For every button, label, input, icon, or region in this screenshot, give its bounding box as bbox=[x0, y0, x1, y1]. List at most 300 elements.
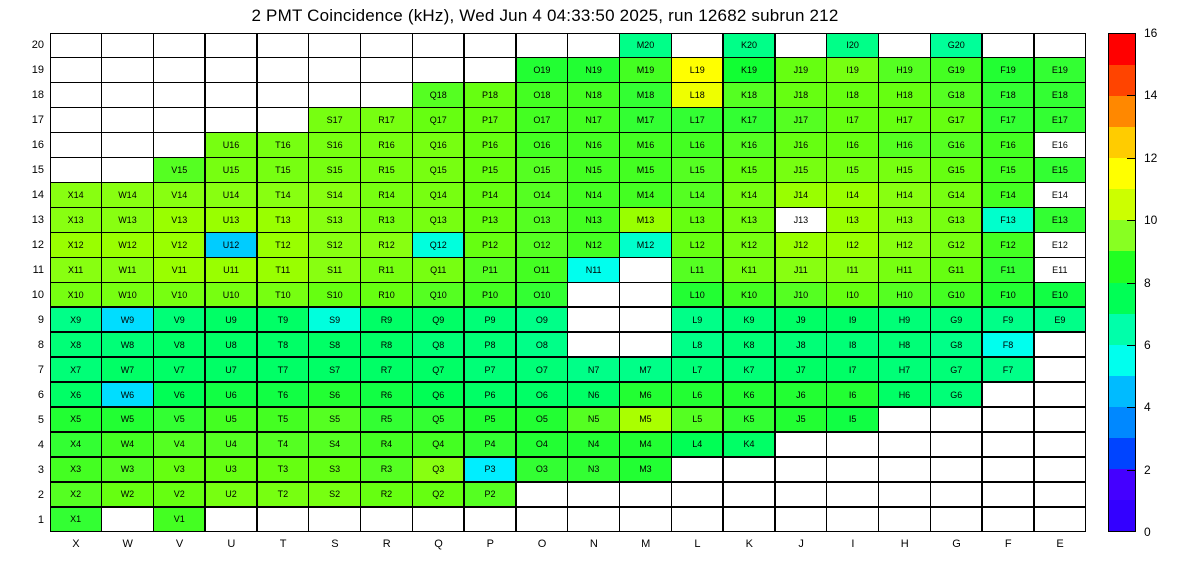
heatmap-cell[interactable]: L5 bbox=[671, 407, 723, 432]
heatmap-cell[interactable]: U10 bbox=[205, 282, 257, 307]
heatmap-cell[interactable]: Q7 bbox=[412, 357, 464, 382]
heatmap-cell[interactable]: V10 bbox=[153, 282, 205, 307]
heatmap-cell[interactable]: M7 bbox=[619, 357, 671, 382]
heatmap-cell[interactable]: V8 bbox=[153, 332, 205, 357]
heatmap-cell[interactable]: I19 bbox=[826, 57, 878, 82]
heatmap-cell[interactable]: U12 bbox=[205, 232, 257, 257]
heatmap-cell[interactable]: U14 bbox=[205, 182, 257, 207]
heatmap-cell[interactable]: G13 bbox=[930, 207, 982, 232]
heatmap-cell[interactable]: E17 bbox=[1034, 107, 1086, 132]
heatmap-cell[interactable]: X10 bbox=[50, 282, 102, 307]
heatmap-cell[interactable]: S12 bbox=[308, 232, 360, 257]
heatmap-cell[interactable]: K4 bbox=[723, 432, 775, 457]
heatmap-cell[interactable]: O13 bbox=[516, 207, 568, 232]
heatmap-cell[interactable]: U16 bbox=[205, 132, 257, 157]
heatmap-cell[interactable]: I5 bbox=[826, 407, 878, 432]
heatmap-cell[interactable]: N3 bbox=[567, 457, 619, 482]
heatmap-cell[interactable]: K9 bbox=[723, 307, 775, 332]
heatmap-cell[interactable]: X13 bbox=[50, 207, 102, 232]
heatmap-cell[interactable]: J13 bbox=[775, 207, 827, 232]
heatmap-cell[interactable]: L14 bbox=[671, 182, 723, 207]
heatmap-cell[interactable]: S15 bbox=[308, 157, 360, 182]
heatmap-cell[interactable]: P6 bbox=[464, 382, 516, 407]
heatmap-cell[interactable]: M19 bbox=[619, 57, 671, 82]
heatmap-cell[interactable]: R5 bbox=[360, 407, 412, 432]
heatmap-cell[interactable]: M4 bbox=[619, 432, 671, 457]
heatmap-cell[interactable]: I6 bbox=[826, 382, 878, 407]
heatmap-cell[interactable]: Q2 bbox=[412, 482, 464, 507]
heatmap-cell[interactable]: K8 bbox=[723, 332, 775, 357]
heatmap-cell[interactable]: U9 bbox=[205, 307, 257, 332]
heatmap-cell[interactable]: I20 bbox=[826, 33, 878, 58]
heatmap-cell[interactable]: J9 bbox=[775, 307, 827, 332]
heatmap-cell[interactable]: H12 bbox=[878, 232, 930, 257]
heatmap-cell[interactable]: J16 bbox=[775, 132, 827, 157]
heatmap-cell[interactable]: K11 bbox=[723, 257, 775, 282]
heatmap-cell[interactable]: F16 bbox=[982, 132, 1034, 157]
heatmap-cell[interactable]: U4 bbox=[205, 432, 257, 457]
heatmap-cell[interactable]: X12 bbox=[50, 232, 102, 257]
heatmap-cell[interactable]: K6 bbox=[723, 382, 775, 407]
heatmap-cell[interactable]: G12 bbox=[930, 232, 982, 257]
heatmap-cell[interactable]: O18 bbox=[516, 82, 568, 107]
heatmap-cell[interactable]: P18 bbox=[464, 82, 516, 107]
heatmap-cell[interactable]: N5 bbox=[567, 407, 619, 432]
heatmap-cell[interactable]: R17 bbox=[360, 107, 412, 132]
heatmap-cell[interactable]: M5 bbox=[619, 407, 671, 432]
heatmap-cell[interactable]: O19 bbox=[516, 57, 568, 82]
heatmap-cell[interactable]: M6 bbox=[619, 382, 671, 407]
heatmap-cell[interactable]: H10 bbox=[878, 282, 930, 307]
heatmap-cell[interactable]: T7 bbox=[257, 357, 309, 382]
heatmap-cell[interactable]: W14 bbox=[101, 182, 153, 207]
heatmap-cell[interactable]: O3 bbox=[516, 457, 568, 482]
heatmap-cell[interactable]: O12 bbox=[516, 232, 568, 257]
heatmap-cell[interactable]: Q16 bbox=[412, 132, 464, 157]
heatmap-cell[interactable]: Q18 bbox=[412, 82, 464, 107]
heatmap-cell[interactable]: P9 bbox=[464, 307, 516, 332]
heatmap-cell[interactable]: V4 bbox=[153, 432, 205, 457]
heatmap-cell[interactable]: K16 bbox=[723, 132, 775, 157]
heatmap-cell[interactable]: W9 bbox=[101, 307, 153, 332]
heatmap-cell[interactable]: H7 bbox=[878, 357, 930, 382]
heatmap-cell[interactable]: X6 bbox=[50, 382, 102, 407]
heatmap-cell[interactable]: R12 bbox=[360, 232, 412, 257]
heatmap-cell[interactable]: Q14 bbox=[412, 182, 464, 207]
heatmap-cell[interactable]: M14 bbox=[619, 182, 671, 207]
heatmap-cell[interactable]: T8 bbox=[257, 332, 309, 357]
heatmap-cell[interactable]: X8 bbox=[50, 332, 102, 357]
heatmap-cell[interactable]: P13 bbox=[464, 207, 516, 232]
heatmap-cell[interactable]: Q15 bbox=[412, 157, 464, 182]
heatmap-cell[interactable]: H14 bbox=[878, 182, 930, 207]
heatmap-cell[interactable]: F12 bbox=[982, 232, 1034, 257]
heatmap-cell[interactable]: X9 bbox=[50, 307, 102, 332]
heatmap-cell[interactable]: W10 bbox=[101, 282, 153, 307]
heatmap-cell[interactable]: L9 bbox=[671, 307, 723, 332]
heatmap-cell[interactable]: J15 bbox=[775, 157, 827, 182]
heatmap-cell[interactable]: G8 bbox=[930, 332, 982, 357]
heatmap-cell[interactable]: I11 bbox=[826, 257, 878, 282]
heatmap-cell[interactable]: G16 bbox=[930, 132, 982, 157]
heatmap-cell[interactable]: T3 bbox=[257, 457, 309, 482]
heatmap-cell[interactable]: N19 bbox=[567, 57, 619, 82]
heatmap-cell[interactable]: G10 bbox=[930, 282, 982, 307]
heatmap-cell[interactable]: V9 bbox=[153, 307, 205, 332]
heatmap-cell[interactable]: I8 bbox=[826, 332, 878, 357]
heatmap-cell[interactable]: U5 bbox=[205, 407, 257, 432]
heatmap-cell[interactable]: P8 bbox=[464, 332, 516, 357]
heatmap-cell[interactable]: H13 bbox=[878, 207, 930, 232]
heatmap-cell[interactable]: H18 bbox=[878, 82, 930, 107]
heatmap-cell[interactable]: K7 bbox=[723, 357, 775, 382]
heatmap-cell[interactable]: L10 bbox=[671, 282, 723, 307]
heatmap-cell[interactable]: U15 bbox=[205, 157, 257, 182]
heatmap-cell[interactable]: Q9 bbox=[412, 307, 464, 332]
heatmap-cell[interactable]: K10 bbox=[723, 282, 775, 307]
heatmap-cell[interactable]: T2 bbox=[257, 482, 309, 507]
heatmap-cell[interactable]: N18 bbox=[567, 82, 619, 107]
heatmap-cell[interactable]: E10 bbox=[1034, 282, 1086, 307]
heatmap-cell[interactable]: X1 bbox=[50, 507, 102, 532]
heatmap-cell[interactable]: V15 bbox=[153, 157, 205, 182]
heatmap-cell[interactable]: N17 bbox=[567, 107, 619, 132]
heatmap-cell[interactable]: T16 bbox=[257, 132, 309, 157]
heatmap-cell[interactable]: O5 bbox=[516, 407, 568, 432]
heatmap-cell[interactable]: W2 bbox=[101, 482, 153, 507]
heatmap-cell[interactable]: F7 bbox=[982, 357, 1034, 382]
heatmap-cell[interactable]: K19 bbox=[723, 57, 775, 82]
heatmap-cell[interactable]: K12 bbox=[723, 232, 775, 257]
heatmap-cell[interactable]: O10 bbox=[516, 282, 568, 307]
heatmap-cell[interactable]: J12 bbox=[775, 232, 827, 257]
heatmap-cell[interactable]: J19 bbox=[775, 57, 827, 82]
heatmap-cell[interactable]: Q6 bbox=[412, 382, 464, 407]
heatmap-cell[interactable]: E19 bbox=[1034, 57, 1086, 82]
heatmap-cell[interactable]: P11 bbox=[464, 257, 516, 282]
heatmap-cell[interactable]: F17 bbox=[982, 107, 1034, 132]
heatmap-cell[interactable]: E11 bbox=[1034, 257, 1086, 282]
heatmap-cell[interactable]: W13 bbox=[101, 207, 153, 232]
heatmap-cell[interactable]: N13 bbox=[567, 207, 619, 232]
heatmap-cell[interactable]: R2 bbox=[360, 482, 412, 507]
heatmap-cell[interactable]: W5 bbox=[101, 407, 153, 432]
heatmap-cell[interactable]: X11 bbox=[50, 257, 102, 282]
heatmap-cell[interactable]: I14 bbox=[826, 182, 878, 207]
heatmap-cell[interactable]: R6 bbox=[360, 382, 412, 407]
heatmap-cell[interactable]: H15 bbox=[878, 157, 930, 182]
heatmap-cell[interactable]: V11 bbox=[153, 257, 205, 282]
heatmap-cell[interactable]: R7 bbox=[360, 357, 412, 382]
heatmap-cell[interactable]: T5 bbox=[257, 407, 309, 432]
heatmap-cell[interactable]: E16 bbox=[1034, 132, 1086, 157]
heatmap-cell[interactable]: S9 bbox=[308, 307, 360, 332]
heatmap-cell[interactable]: V1 bbox=[153, 507, 205, 532]
heatmap-cell[interactable]: P17 bbox=[464, 107, 516, 132]
heatmap-cell[interactable]: M17 bbox=[619, 107, 671, 132]
heatmap-cell[interactable]: X3 bbox=[50, 457, 102, 482]
heatmap-cell[interactable]: R3 bbox=[360, 457, 412, 482]
heatmap-cell[interactable]: I10 bbox=[826, 282, 878, 307]
heatmap-cell[interactable]: J6 bbox=[775, 382, 827, 407]
heatmap-cell[interactable]: F14 bbox=[982, 182, 1034, 207]
heatmap-cell[interactable]: L15 bbox=[671, 157, 723, 182]
heatmap-cell[interactable]: E12 bbox=[1034, 232, 1086, 257]
heatmap-cell[interactable]: P12 bbox=[464, 232, 516, 257]
heatmap-cell[interactable]: K5 bbox=[723, 407, 775, 432]
heatmap-cell[interactable]: V7 bbox=[153, 357, 205, 382]
heatmap-cell[interactable]: H6 bbox=[878, 382, 930, 407]
heatmap-cell[interactable]: R15 bbox=[360, 157, 412, 182]
heatmap-cell[interactable]: T10 bbox=[257, 282, 309, 307]
heatmap-cell[interactable]: K14 bbox=[723, 182, 775, 207]
heatmap-cell[interactable]: G7 bbox=[930, 357, 982, 382]
heatmap-cell[interactable]: Q13 bbox=[412, 207, 464, 232]
heatmap-cell[interactable]: L18 bbox=[671, 82, 723, 107]
heatmap-cell[interactable]: O4 bbox=[516, 432, 568, 457]
heatmap-cell[interactable]: P15 bbox=[464, 157, 516, 182]
heatmap-cell[interactable]: G9 bbox=[930, 307, 982, 332]
heatmap-cell[interactable]: I7 bbox=[826, 357, 878, 382]
heatmap-cell[interactable]: S11 bbox=[308, 257, 360, 282]
heatmap-cell[interactable]: Q17 bbox=[412, 107, 464, 132]
heatmap-cell[interactable]: L12 bbox=[671, 232, 723, 257]
heatmap-cell[interactable]: W8 bbox=[101, 332, 153, 357]
heatmap-cell[interactable]: N16 bbox=[567, 132, 619, 157]
heatmap-cell[interactable]: H11 bbox=[878, 257, 930, 282]
heatmap-cell[interactable]: J18 bbox=[775, 82, 827, 107]
heatmap-cell[interactable]: M3 bbox=[619, 457, 671, 482]
heatmap-cell[interactable]: I13 bbox=[826, 207, 878, 232]
heatmap-cell[interactable]: S4 bbox=[308, 432, 360, 457]
heatmap-cell[interactable]: W12 bbox=[101, 232, 153, 257]
heatmap-cell[interactable]: V2 bbox=[153, 482, 205, 507]
heatmap-cell[interactable]: F13 bbox=[982, 207, 1034, 232]
heatmap-cell[interactable]: S17 bbox=[308, 107, 360, 132]
heatmap-cell[interactable]: L6 bbox=[671, 382, 723, 407]
heatmap-cell[interactable]: W7 bbox=[101, 357, 153, 382]
heatmap-cell[interactable]: J10 bbox=[775, 282, 827, 307]
heatmap-cell[interactable]: P16 bbox=[464, 132, 516, 157]
heatmap-cell[interactable]: H19 bbox=[878, 57, 930, 82]
heatmap-cell[interactable]: S3 bbox=[308, 457, 360, 482]
heatmap-cell[interactable]: N6 bbox=[567, 382, 619, 407]
heatmap-cell[interactable]: F11 bbox=[982, 257, 1034, 282]
heatmap-cell[interactable]: V5 bbox=[153, 407, 205, 432]
heatmap-cell[interactable]: X4 bbox=[50, 432, 102, 457]
heatmap-cell[interactable]: U8 bbox=[205, 332, 257, 357]
heatmap-cell[interactable]: P2 bbox=[464, 482, 516, 507]
heatmap-cell[interactable]: J11 bbox=[775, 257, 827, 282]
heatmap-cell[interactable]: P10 bbox=[464, 282, 516, 307]
heatmap-cell[interactable]: T15 bbox=[257, 157, 309, 182]
heatmap-cell[interactable]: V14 bbox=[153, 182, 205, 207]
heatmap-cell[interactable]: T4 bbox=[257, 432, 309, 457]
heatmap-cell[interactable]: U13 bbox=[205, 207, 257, 232]
heatmap-cell[interactable]: R13 bbox=[360, 207, 412, 232]
heatmap-cell[interactable]: N15 bbox=[567, 157, 619, 182]
heatmap-cell[interactable]: K20 bbox=[723, 33, 775, 58]
heatmap-cell[interactable]: M12 bbox=[619, 232, 671, 257]
heatmap-cell[interactable]: J17 bbox=[775, 107, 827, 132]
heatmap-cell[interactable]: X5 bbox=[50, 407, 102, 432]
heatmap-cell[interactable]: G17 bbox=[930, 107, 982, 132]
heatmap-cell[interactable]: S7 bbox=[308, 357, 360, 382]
heatmap-cell[interactable]: Q12 bbox=[412, 232, 464, 257]
heatmap-cell[interactable]: U3 bbox=[205, 457, 257, 482]
heatmap-cell[interactable]: O9 bbox=[516, 307, 568, 332]
heatmap-cell[interactable]: U11 bbox=[205, 257, 257, 282]
heatmap-cell[interactable]: H8 bbox=[878, 332, 930, 357]
heatmap-cell[interactable]: R10 bbox=[360, 282, 412, 307]
heatmap-cell[interactable]: J5 bbox=[775, 407, 827, 432]
heatmap-cell[interactable]: P4 bbox=[464, 432, 516, 457]
heatmap-cell[interactable]: R16 bbox=[360, 132, 412, 157]
heatmap-cell[interactable]: T14 bbox=[257, 182, 309, 207]
heatmap-cell[interactable]: Q8 bbox=[412, 332, 464, 357]
heatmap-cell[interactable]: L11 bbox=[671, 257, 723, 282]
heatmap-cell[interactable]: G14 bbox=[930, 182, 982, 207]
heatmap-cell[interactable]: O15 bbox=[516, 157, 568, 182]
heatmap-cell[interactable]: F9 bbox=[982, 307, 1034, 332]
heatmap-cell[interactable]: G11 bbox=[930, 257, 982, 282]
heatmap-cell[interactable]: P3 bbox=[464, 457, 516, 482]
heatmap-cell[interactable]: O8 bbox=[516, 332, 568, 357]
heatmap-cell[interactable]: Q4 bbox=[412, 432, 464, 457]
heatmap-cell[interactable]: N7 bbox=[567, 357, 619, 382]
heatmap-cell[interactable]: I18 bbox=[826, 82, 878, 107]
heatmap-cell[interactable]: X2 bbox=[50, 482, 102, 507]
heatmap-cell[interactable]: U2 bbox=[205, 482, 257, 507]
heatmap-cell[interactable]: G6 bbox=[930, 382, 982, 407]
heatmap-cell[interactable]: I17 bbox=[826, 107, 878, 132]
heatmap-cell[interactable]: Q11 bbox=[412, 257, 464, 282]
heatmap-cell[interactable]: M20 bbox=[619, 33, 671, 58]
heatmap-cell[interactable]: O17 bbox=[516, 107, 568, 132]
heatmap-cell[interactable]: S8 bbox=[308, 332, 360, 357]
heatmap-cell[interactable]: E14 bbox=[1034, 182, 1086, 207]
heatmap-cell[interactable]: P7 bbox=[464, 357, 516, 382]
heatmap-cell[interactable]: W3 bbox=[101, 457, 153, 482]
heatmap-cell[interactable]: I9 bbox=[826, 307, 878, 332]
heatmap-cell[interactable]: L13 bbox=[671, 207, 723, 232]
heatmap-cell[interactable]: S13 bbox=[308, 207, 360, 232]
heatmap-cell[interactable]: E13 bbox=[1034, 207, 1086, 232]
heatmap-cell[interactable]: M18 bbox=[619, 82, 671, 107]
heatmap-cell[interactable]: F10 bbox=[982, 282, 1034, 307]
heatmap-cell[interactable]: F18 bbox=[982, 82, 1034, 107]
heatmap-cell[interactable]: G18 bbox=[930, 82, 982, 107]
heatmap-cell[interactable]: P5 bbox=[464, 407, 516, 432]
heatmap-cell[interactable]: Q3 bbox=[412, 457, 464, 482]
heatmap-cell[interactable]: N11 bbox=[567, 257, 619, 282]
heatmap-cell[interactable]: R11 bbox=[360, 257, 412, 282]
heatmap-cell[interactable]: K13 bbox=[723, 207, 775, 232]
heatmap-cell[interactable]: V6 bbox=[153, 382, 205, 407]
heatmap-cell[interactable]: V13 bbox=[153, 207, 205, 232]
heatmap-cell[interactable]: S16 bbox=[308, 132, 360, 157]
heatmap-cell[interactable]: I15 bbox=[826, 157, 878, 182]
heatmap-cell[interactable]: M15 bbox=[619, 157, 671, 182]
heatmap-cell[interactable]: W6 bbox=[101, 382, 153, 407]
heatmap-cell[interactable]: H16 bbox=[878, 132, 930, 157]
heatmap-cell[interactable]: G15 bbox=[930, 157, 982, 182]
heatmap-cell[interactable]: I12 bbox=[826, 232, 878, 257]
heatmap-cell[interactable]: U7 bbox=[205, 357, 257, 382]
heatmap-cell[interactable]: T6 bbox=[257, 382, 309, 407]
heatmap-cell[interactable]: S6 bbox=[308, 382, 360, 407]
heatmap-cell[interactable]: N14 bbox=[567, 182, 619, 207]
heatmap-cell[interactable]: T9 bbox=[257, 307, 309, 332]
heatmap-cell[interactable]: O7 bbox=[516, 357, 568, 382]
heatmap-cell[interactable]: J14 bbox=[775, 182, 827, 207]
heatmap-cell[interactable]: O16 bbox=[516, 132, 568, 157]
heatmap-cell[interactable]: N4 bbox=[567, 432, 619, 457]
heatmap-cell[interactable]: H17 bbox=[878, 107, 930, 132]
heatmap-cell[interactable]: L16 bbox=[671, 132, 723, 157]
heatmap-cell[interactable]: Q10 bbox=[412, 282, 464, 307]
heatmap-cell[interactable]: M13 bbox=[619, 207, 671, 232]
heatmap-cell[interactable]: G20 bbox=[930, 33, 982, 58]
heatmap-cell[interactable]: E9 bbox=[1034, 307, 1086, 332]
heatmap-cell[interactable]: W4 bbox=[101, 432, 153, 457]
heatmap-cell[interactable]: L17 bbox=[671, 107, 723, 132]
heatmap-cell[interactable]: L8 bbox=[671, 332, 723, 357]
heatmap-cell[interactable]: S14 bbox=[308, 182, 360, 207]
heatmap-cell[interactable]: S5 bbox=[308, 407, 360, 432]
heatmap-cell[interactable]: Q5 bbox=[412, 407, 464, 432]
heatmap-cell[interactable]: N12 bbox=[567, 232, 619, 257]
heatmap-cell[interactable]: P14 bbox=[464, 182, 516, 207]
heatmap-cell[interactable]: L7 bbox=[671, 357, 723, 382]
heatmap-cell[interactable]: X14 bbox=[50, 182, 102, 207]
heatmap-cell[interactable]: E15 bbox=[1034, 157, 1086, 182]
heatmap-cell[interactable]: J8 bbox=[775, 332, 827, 357]
heatmap-cell[interactable]: K17 bbox=[723, 107, 775, 132]
heatmap-cell[interactable]: X7 bbox=[50, 357, 102, 382]
heatmap-cell[interactable]: R4 bbox=[360, 432, 412, 457]
heatmap-cell[interactable]: I16 bbox=[826, 132, 878, 157]
heatmap-cell[interactable]: O6 bbox=[516, 382, 568, 407]
heatmap-cell[interactable]: F19 bbox=[982, 57, 1034, 82]
heatmap-cell[interactable]: L19 bbox=[671, 57, 723, 82]
heatmap-cell[interactable]: F15 bbox=[982, 157, 1034, 182]
heatmap-cell[interactable]: R9 bbox=[360, 307, 412, 332]
heatmap-cell[interactable]: F8 bbox=[982, 332, 1034, 357]
heatmap-cell[interactable]: J7 bbox=[775, 357, 827, 382]
heatmap-cell[interactable]: R14 bbox=[360, 182, 412, 207]
heatmap-cell[interactable]: H9 bbox=[878, 307, 930, 332]
heatmap-cell[interactable]: T12 bbox=[257, 232, 309, 257]
heatmap-cell[interactable]: V12 bbox=[153, 232, 205, 257]
heatmap-cell[interactable]: M16 bbox=[619, 132, 671, 157]
heatmap-cell[interactable]: S10 bbox=[308, 282, 360, 307]
heatmap-cell[interactable]: T11 bbox=[257, 257, 309, 282]
heatmap-cell[interactable]: U6 bbox=[205, 382, 257, 407]
heatmap-cell[interactable]: K15 bbox=[723, 157, 775, 182]
heatmap-cell[interactable]: O14 bbox=[516, 182, 568, 207]
heatmap-cell[interactable]: E18 bbox=[1034, 82, 1086, 107]
heatmap-cell[interactable]: L4 bbox=[671, 432, 723, 457]
heatmap-cell[interactable]: G19 bbox=[930, 57, 982, 82]
heatmap-cell[interactable]: W11 bbox=[101, 257, 153, 282]
heatmap-cell[interactable]: T13 bbox=[257, 207, 309, 232]
heatmap-cell[interactable]: O11 bbox=[516, 257, 568, 282]
heatmap-cell[interactable]: R8 bbox=[360, 332, 412, 357]
heatmap-cell[interactable]: S2 bbox=[308, 482, 360, 507]
heatmap-cell[interactable]: V3 bbox=[153, 457, 205, 482]
heatmap-cell[interactable]: K18 bbox=[723, 82, 775, 107]
